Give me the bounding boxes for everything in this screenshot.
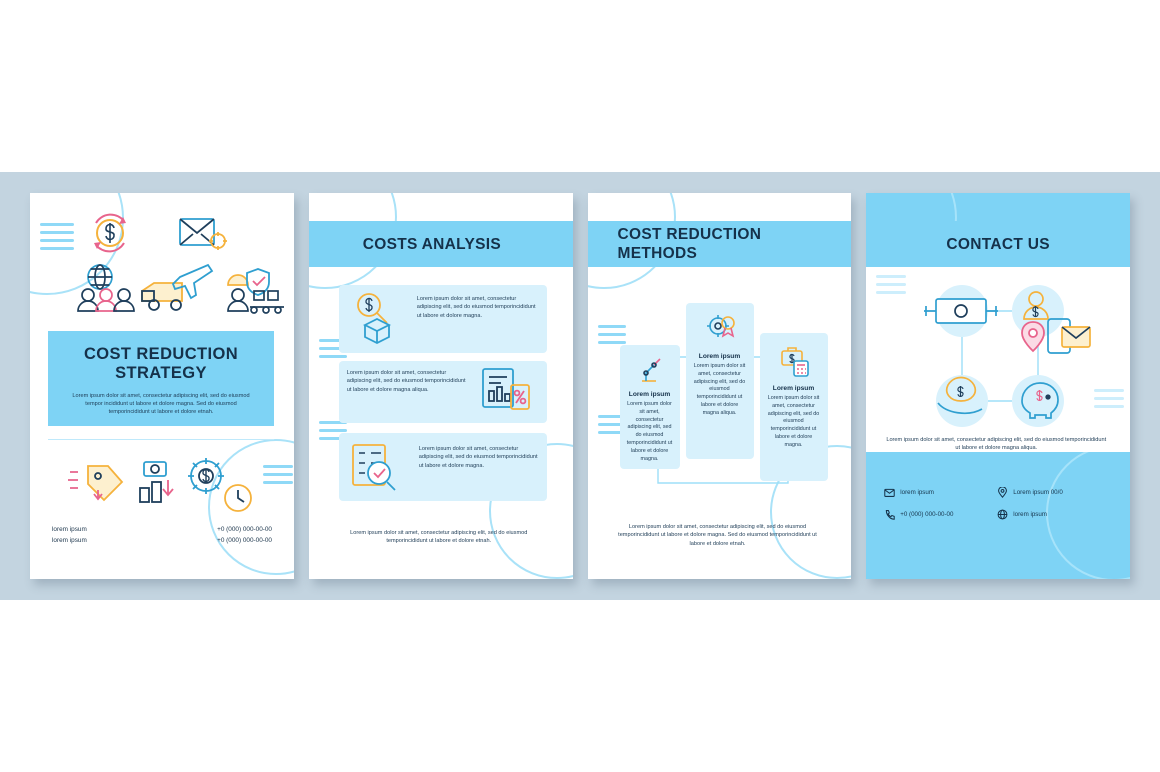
- cover-footer-left: [52, 524, 87, 546]
- gear-dollar-icon: [188, 458, 224, 494]
- divider: [48, 439, 274, 440]
- contact-value: lorem ipsum: [1013, 511, 1047, 518]
- page-footer: Lorem ipsum dolor sit amet, consectetur adipiscing elit, sed do eiusmod temporincididunt ut labore et dolore etnah.: [350, 530, 528, 545]
- contact-website[interactable]: [997, 509, 1110, 520]
- phone-icon: [884, 509, 895, 520]
- contact-value: +0 (000) 000-00-00: [900, 511, 954, 518]
- globe-icon: [997, 509, 1008, 520]
- worker-helmet-icon: [228, 275, 248, 311]
- page-contact-us[interactable]: [866, 193, 1130, 579]
- page-cover[interactable]: [30, 193, 294, 579]
- footer-phone: +0 (000) 000-00-00: [217, 537, 272, 544]
- card-text: Lorem ipsum dolor sit amet, consectetur adipiscing elit, sed do eiusmod temporincididunt ut labore et dolore magna aliqua.: [346, 370, 466, 393]
- footer-text: lorem ipsum: [52, 526, 87, 533]
- method-node[interactable]: [620, 345, 680, 469]
- page-costs-analysis[interactable]: [309, 193, 573, 579]
- node-label: Lorem ipsum: [698, 353, 741, 360]
- method-node[interactable]: [760, 333, 828, 481]
- node-label: Lorem ipsum: [628, 391, 671, 398]
- contact-address[interactable]: [997, 487, 1110, 498]
- contact-body-text: Lorem ipsum dolor sit amet, consectetur adipiscing elit, sed do eiusmod temporincididunt ut labore et dolore magna aliqua.: [886, 437, 1107, 452]
- envelope-icon: [884, 487, 895, 498]
- node-label: Lorem ipsum: [772, 385, 815, 392]
- node-text: Lorem ipsum dolor sit amet, consectetur adipiscing elit, sed do eiusmod temporincididunt ut labore et dolore magna.: [767, 395, 820, 448]
- robot-arm-icon: [638, 353, 664, 383]
- location-pin-icon: [1022, 322, 1044, 351]
- page-header: [309, 221, 573, 267]
- page-title: [588, 225, 762, 263]
- page-header: [588, 221, 852, 267]
- location-pin-icon: [997, 487, 1008, 498]
- page-title: [58, 345, 264, 383]
- contact-list: [884, 487, 1110, 520]
- contact-email[interactable]: [884, 487, 997, 498]
- contact-phone[interactable]: [884, 509, 997, 520]
- gear-target-award-icon: [706, 313, 736, 345]
- cover-icon-cluster: [30, 207, 294, 325]
- page-title-line2: METHODS: [617, 245, 698, 262]
- cover-subtitle: Lorem ipsum dolor sit amet, consectetur adipiscing elit, sed do eiusmod tempor incididunt ut labore et dolore magna. Sed do eiusmod temporincididunt ut labore et dolore etnah.: [72, 393, 250, 415]
- page-title: COSTS ANALYSIS: [362, 235, 502, 253]
- cover-footer: [52, 524, 272, 546]
- cover-bottom-icons: [40, 446, 285, 521]
- banknote-icon: [924, 299, 998, 323]
- page-title-line1: COST REDUCTION: [83, 345, 239, 363]
- price-tag-down-icon: [68, 466, 122, 500]
- contact-value: Lorem ipsum 00/0: [1013, 489, 1063, 496]
- page-header: [866, 221, 1130, 267]
- contact-value: lorem ipsum: [900, 489, 934, 496]
- node-text: Lorem ipsum dolor sit amet, consectetur adipiscing elit, sed do eiusmod temporincididunt ut labore et dolore magna aliqua.: [693, 363, 746, 416]
- card-text: Lorem ipsum dolor sit amet, consectetur adipiscing elit, sed do eiusmod temporincididunt ut labore et dolore magna.: [416, 296, 536, 319]
- delivery-truck-icon: [142, 283, 182, 310]
- briefcase-dollar-calculator-icon: [780, 343, 810, 377]
- page-cost-reduction-methods[interactable]: [588, 193, 852, 579]
- people-group-icon: [78, 289, 134, 311]
- contact-icon-cluster: [896, 275, 1104, 443]
- footer-text: lorem ipsum: [52, 537, 87, 544]
- gear-envelope-icon: [180, 219, 227, 250]
- brochure-pages: [30, 193, 1130, 579]
- globe-icon: [88, 265, 112, 289]
- page-title: CONTACT US: [946, 235, 1050, 253]
- cover-footer-right: [217, 524, 272, 546]
- footer-phone: +0 (000) 000-00-00: [217, 526, 272, 533]
- clock-icon: [225, 485, 251, 511]
- money-chart-down-icon: [140, 462, 173, 502]
- checklist-search-icon: [345, 439, 407, 499]
- dollar-refresh-icon: [94, 215, 126, 252]
- page-title-line2: STRATEGY: [115, 364, 207, 382]
- page-footer: Lorem ipsum dolor sit amet, consectetur adipiscing elit, sed do eiusmod temporincididunt ut labore et dolore magna. Sed do eiusmod temporincididunt ut labore et dolore etnah.: [618, 524, 817, 547]
- cover-title-block: [48, 331, 274, 426]
- page-title-line1: COST REDUCTION: [617, 226, 762, 243]
- method-node[interactable]: [686, 303, 754, 459]
- report-percent-icon: [477, 365, 535, 419]
- node-text: Lorem ipsum dolor sit amet, consectetur adipiscing elit, sed do eiusmod temporincididunt ut labore et dolore magna.: [626, 401, 673, 462]
- magnifier-dollar-box-icon: [345, 289, 407, 349]
- card-text: Lorem ipsum dolor sit amet, consectetur adipiscing elit, sed do eiusmod temporincididunt ut labore et dolore magna.: [418, 446, 538, 469]
